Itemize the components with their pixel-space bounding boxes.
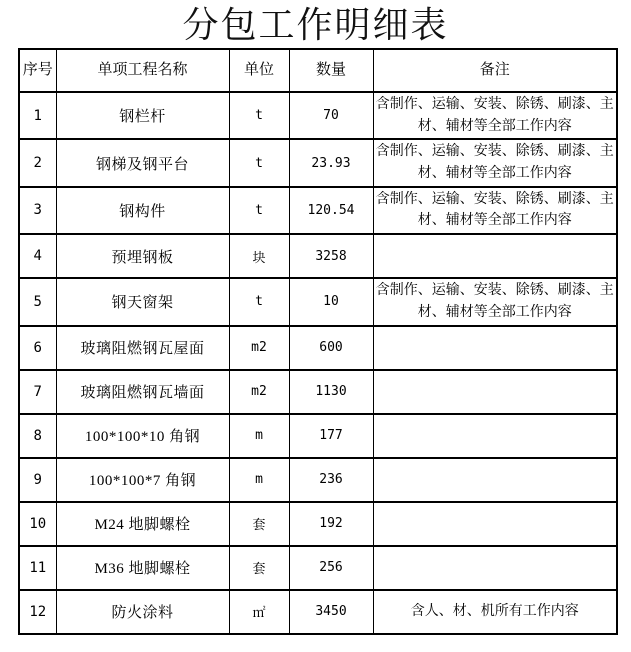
project-name-cell: 100*100*7 角钢: [56, 458, 229, 502]
row-index-cell: 6: [19, 326, 56, 370]
remark-cell: [373, 502, 617, 546]
row-index-cell: 12: [19, 590, 56, 634]
table-header-row: [19, 49, 617, 92]
unit-cell: 套: [229, 546, 289, 590]
row-index-cell: 7: [19, 370, 56, 414]
quantity-cell: 192: [289, 502, 373, 546]
page-title: 分包工作明细表: [182, 5, 449, 45]
quantity-cell: 3258: [289, 234, 373, 278]
unit-cell: ㎡: [229, 590, 289, 634]
table-row: [19, 414, 617, 458]
unit-cell: t: [229, 92, 289, 139]
unit-cell: t: [229, 139, 289, 186]
remark-cell: [373, 458, 617, 502]
remark-cell: [373, 370, 617, 414]
project-name-cell: 钢构件: [56, 187, 229, 234]
row-index-cell: 9: [19, 458, 56, 502]
project-name-cell: 预埋钢板: [56, 234, 229, 278]
unit-cell: 块: [229, 234, 289, 278]
remark-cell: 含制作、运输、安装、除锈、刷漆、主材、辅材等全部工作内容: [373, 278, 617, 325]
quantity-cell: 10: [289, 278, 373, 325]
unit-cell: m: [229, 458, 289, 502]
header-project-name: 单项工程名称: [56, 49, 229, 92]
table-row: [19, 590, 617, 634]
row-index-cell: 2: [19, 139, 56, 186]
project-name-cell: 100*100*10 角钢: [56, 414, 229, 458]
remark-cell: [373, 234, 617, 278]
remark-cell: 含制作、运输、安装、除锈、刷漆、主材、辅材等全部工作内容: [373, 187, 617, 234]
quantity-cell: 1130: [289, 370, 373, 414]
project-name-cell: M36 地脚螺栓: [56, 546, 229, 590]
quantity-cell: 23.93: [289, 139, 373, 186]
row-index-cell: 8: [19, 414, 56, 458]
unit-cell: 套: [229, 502, 289, 546]
table-row: [19, 234, 617, 278]
project-name-cell: M24 地脚螺栓: [56, 502, 229, 546]
row-index-cell: 1: [19, 92, 56, 139]
quantity-cell: 600: [289, 326, 373, 370]
row-index-cell: 10: [19, 502, 56, 546]
table-row: [19, 546, 617, 590]
project-name-cell: 防火涂料: [56, 590, 229, 634]
unit-cell: m2: [229, 370, 289, 414]
table-row: [19, 139, 617, 186]
project-name-cell: 钢栏杆: [56, 92, 229, 139]
remark-cell: [373, 414, 617, 458]
remark-cell: 含制作、运输、安装、除锈、刷漆、主材、辅材等全部工作内容: [373, 139, 617, 186]
quantity-cell: 120.54: [289, 187, 373, 234]
unit-cell: m: [229, 414, 289, 458]
remark-cell: 含制作、运输、安装、除锈、刷漆、主材、辅材等全部工作内容: [373, 92, 617, 139]
unit-cell: m2: [229, 326, 289, 370]
table-row: [19, 326, 617, 370]
quantity-cell: 3450: [289, 590, 373, 634]
table-row: [19, 458, 617, 502]
table-row: [19, 502, 617, 546]
project-name-cell: 玻璃阻燃钢瓦墙面: [56, 370, 229, 414]
unit-cell: t: [229, 187, 289, 234]
project-name-cell: 钢梯及钢平台: [56, 139, 229, 186]
remark-cell: [373, 326, 617, 370]
project-name-cell: 钢天窗架: [56, 278, 229, 325]
quantity-cell: 236: [289, 458, 373, 502]
table-row: [19, 370, 617, 414]
quantity-cell: 177: [289, 414, 373, 458]
header-remark: 备注: [373, 49, 617, 92]
quantity-cell: 70: [289, 92, 373, 139]
row-index-cell: 4: [19, 234, 56, 278]
table-row: [19, 187, 617, 234]
header-quantity: 数量: [289, 49, 373, 92]
project-name-cell: 玻璃阻燃钢瓦屋面: [56, 326, 229, 370]
subcontract-detail-table: [18, 48, 618, 635]
row-index-cell: 5: [19, 278, 56, 325]
unit-cell: t: [229, 278, 289, 325]
table-row: [19, 278, 617, 325]
quantity-cell: 256: [289, 546, 373, 590]
header-unit: 单位: [229, 49, 289, 92]
remark-cell: [373, 546, 617, 590]
row-index-cell: 11: [19, 546, 56, 590]
header-index: 序号: [19, 49, 56, 92]
remark-cell: 含人、材、机所有工作内容: [373, 590, 617, 634]
table-row: [19, 92, 617, 139]
row-index-cell: 3: [19, 187, 56, 234]
